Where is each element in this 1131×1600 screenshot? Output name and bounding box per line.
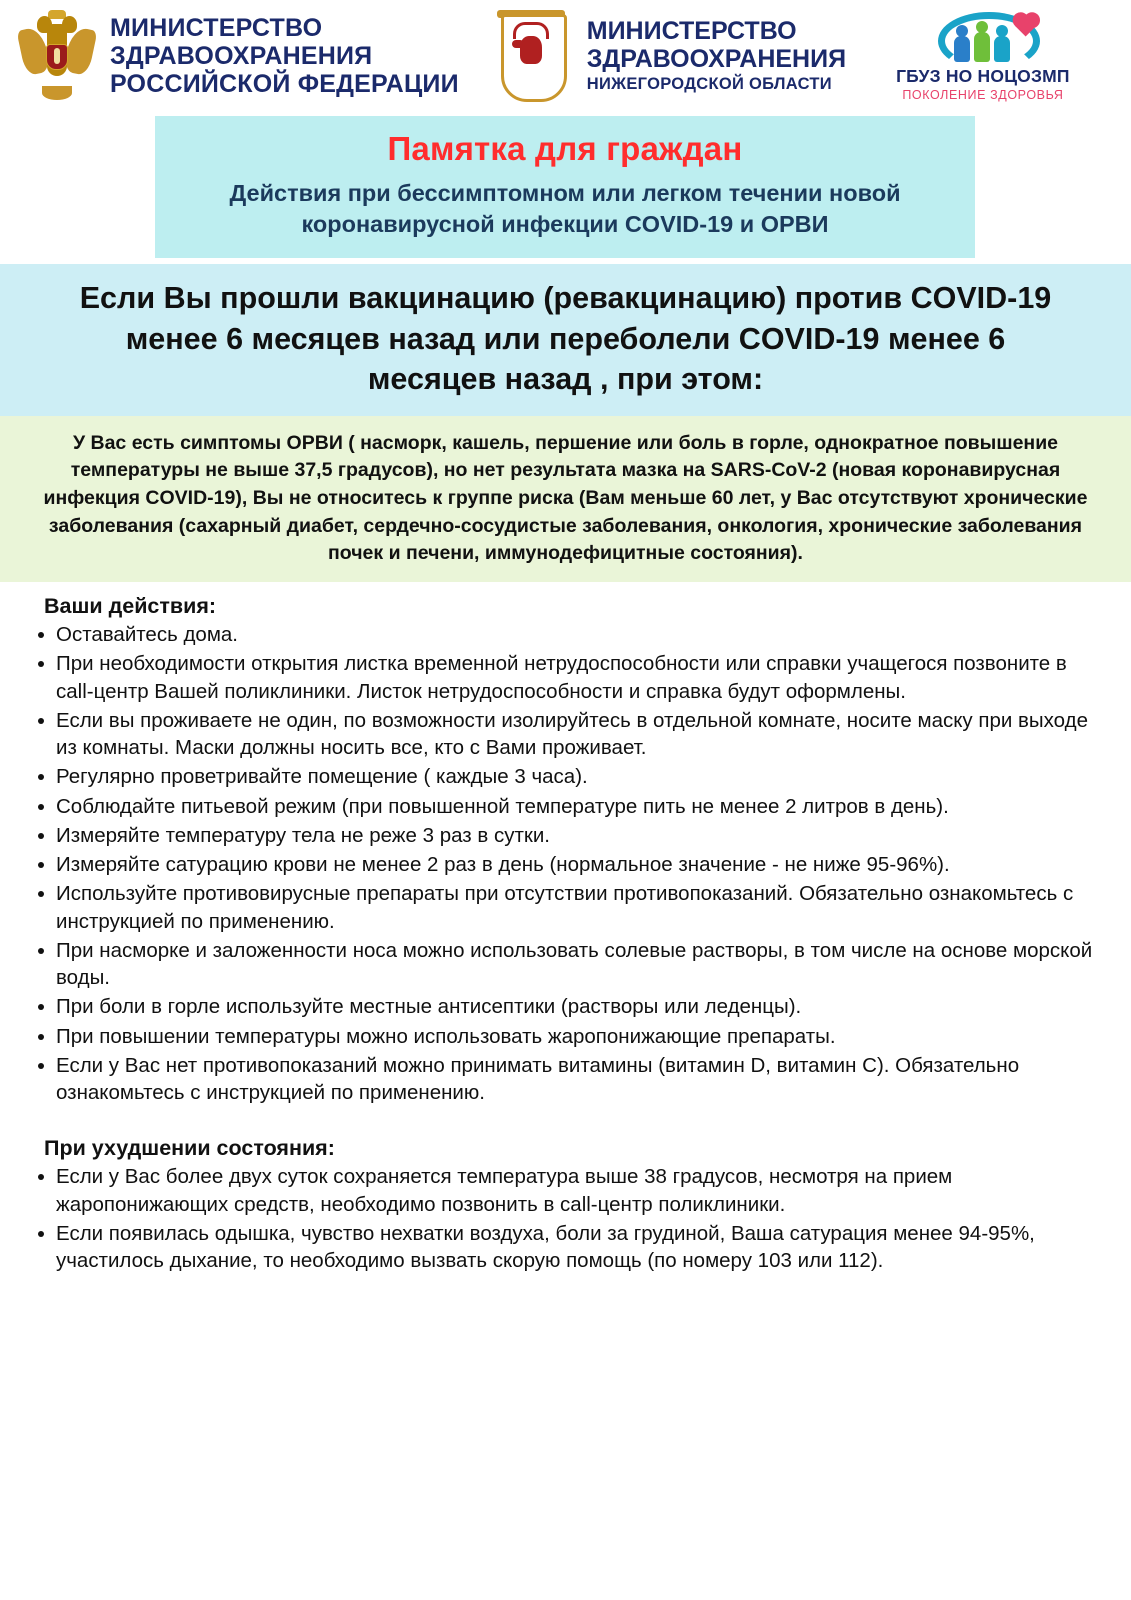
list-item: Соблюдайте питьевой режим (при повышенной температуре пить не менее 2 литров в день). bbox=[26, 793, 1105, 820]
list-item: Используйте противовирусные препараты при отсутствии противопоказаний. Обязательно ознакомьтесь с инструкцией по применению. bbox=[26, 880, 1105, 935]
list-item: Регулярно проветривайте помещение ( каждые 3 часа). bbox=[26, 763, 1105, 790]
logo-rf-line-2: ЗДРАВООХРАНЕНИЯ bbox=[110, 42, 373, 70]
condition-text bbox=[18, 278, 1113, 400]
page-title: Памятка для граждан bbox=[387, 130, 743, 167]
logo-minzdrav-rf bbox=[18, 10, 459, 102]
logo-no-line-3: НИЖЕГОРОДСКОЙ ОБЛАСТИ bbox=[586, 75, 832, 94]
logo-rf-line-3: РОССИЙСКОЙ ФЕДЕРАЦИИ bbox=[110, 70, 459, 98]
nizhny-novgorod-coat-of-arms-icon bbox=[495, 10, 573, 102]
nocozmp-title: ГБУЗ НО НОЦОЗМП bbox=[896, 66, 1070, 86]
list-item: Если у Вас более двух суток сохраняется температура выше 38 градусов, несмотря на прием жаропонижающих средств, необходимо позвонить в call-центр поликлиники. bbox=[26, 1163, 1105, 1218]
condition-band bbox=[0, 264, 1131, 416]
page-subtitle bbox=[181, 178, 949, 240]
worsening-heading: При ухудшении состояния: bbox=[44, 1136, 335, 1161]
logo-gbuz-no-nocozmp bbox=[896, 10, 1070, 102]
list-item: При насморке и заложенности носа можно использовать солевые растворы, в том числе на основе морской воды. bbox=[26, 937, 1105, 992]
logo-no-line-2: ЗДРАВООХРАНЕНИЯ bbox=[586, 45, 847, 74]
condition-line-1: Если Вы прошли вакцинацию (ревакцинацию) против COVID-19 bbox=[79, 281, 1052, 316]
list-item: Если появилась одышка, чувство нехватки воздуха, боли за грудиной, Ваша сатурация менее 94-95%, участилось дыхание, то необходимо вызвать скорую помощь (по номеру 103 или 112). bbox=[26, 1220, 1105, 1275]
list-item: Измеряйте сатурацию крови не менее 2 раз в день (нормальное значение - не ниже 95-96%). bbox=[26, 851, 1105, 878]
russian-coat-of-arms-icon bbox=[18, 10, 96, 102]
logo-minzdrav-rf-text bbox=[110, 14, 459, 98]
list-item: При необходимости открытия листка временной нетрудоспособности или справки учащегося позвоните в call-центр Вашей поликлиники. Листок нетрудоспособности и справка будут оформлены. bbox=[26, 650, 1105, 705]
logo-minzdrav-nizhny-novgorod bbox=[495, 10, 846, 102]
condition-line-3: месяцев назад , при этом: bbox=[367, 362, 764, 397]
title-band bbox=[155, 116, 975, 258]
list-item: Измеряйте температуру тела не реже 3 раз в сутки. bbox=[26, 822, 1105, 849]
symptoms-band bbox=[0, 416, 1131, 582]
logo-minzdrav-no-text bbox=[587, 17, 846, 95]
list-item: Если вы проживаете не один, по возможности изолируйтесь в отдельной комнате, носите маску при выходе из комнаты. Маски должны носить все, кто с Вами проживает. bbox=[26, 707, 1105, 762]
list-item: При боли в горле используйте местные антисептики (растворы или леденцы). bbox=[26, 993, 1105, 1020]
section-divider bbox=[26, 1108, 1105, 1130]
page-subtitle-line-2: коронавирусной инфекции COVID-19 и ОРВИ bbox=[301, 211, 829, 238]
header bbox=[0, 0, 1131, 112]
worsening-list bbox=[26, 1163, 1105, 1274]
list-item: Если у Вас нет противопоказаний можно принимать витамины (витамин D, витамин С). Обязательно ознакомьтесь с инструкцией по применению. bbox=[26, 1052, 1105, 1107]
logo-rf-line-1: МИНИСТЕРСТВО bbox=[110, 14, 323, 42]
actions-heading: Ваши действия: bbox=[44, 594, 217, 619]
actions-list bbox=[26, 621, 1105, 1106]
list-item: При повышении температуры можно использовать жаропонижающие препараты. bbox=[26, 1023, 1105, 1050]
symptoms-text: У Вас есть симптомы ОРВИ ( насморк, кашель, першение или боль в горле, однократное повышение температуры не выше 37,5 градусов), но нет результата мазка на SARS-CoV-2 (новая коронавирусная инфекция COVID-19), Вы не относитесь к группе риска (Вам меньше 60 лет, у Вас отсутствуют хронические заболевания (сахарный диабет, сердечно-сосудистые заболевания, онкология, хронические заболевания почек и печени, иммунодефицитные состояния). bbox=[43, 431, 1088, 565]
content bbox=[0, 582, 1131, 1296]
logo-no-line-1: МИНИСТЕРСТВО bbox=[586, 17, 797, 46]
nocozmp-subtitle: ПОКОЛЕНИЕ ЗДОРОВЬЯ bbox=[902, 88, 1064, 102]
page-subtitle-line-1: Действия при бессимптомном или легком течении новой bbox=[229, 180, 901, 206]
list-item: Оставайтесь дома. bbox=[26, 621, 1105, 648]
people-heart-icon bbox=[924, 10, 1042, 64]
condition-line-2: менее 6 месяцев назад или переболели COVID-19 менее 6 bbox=[125, 321, 1006, 356]
